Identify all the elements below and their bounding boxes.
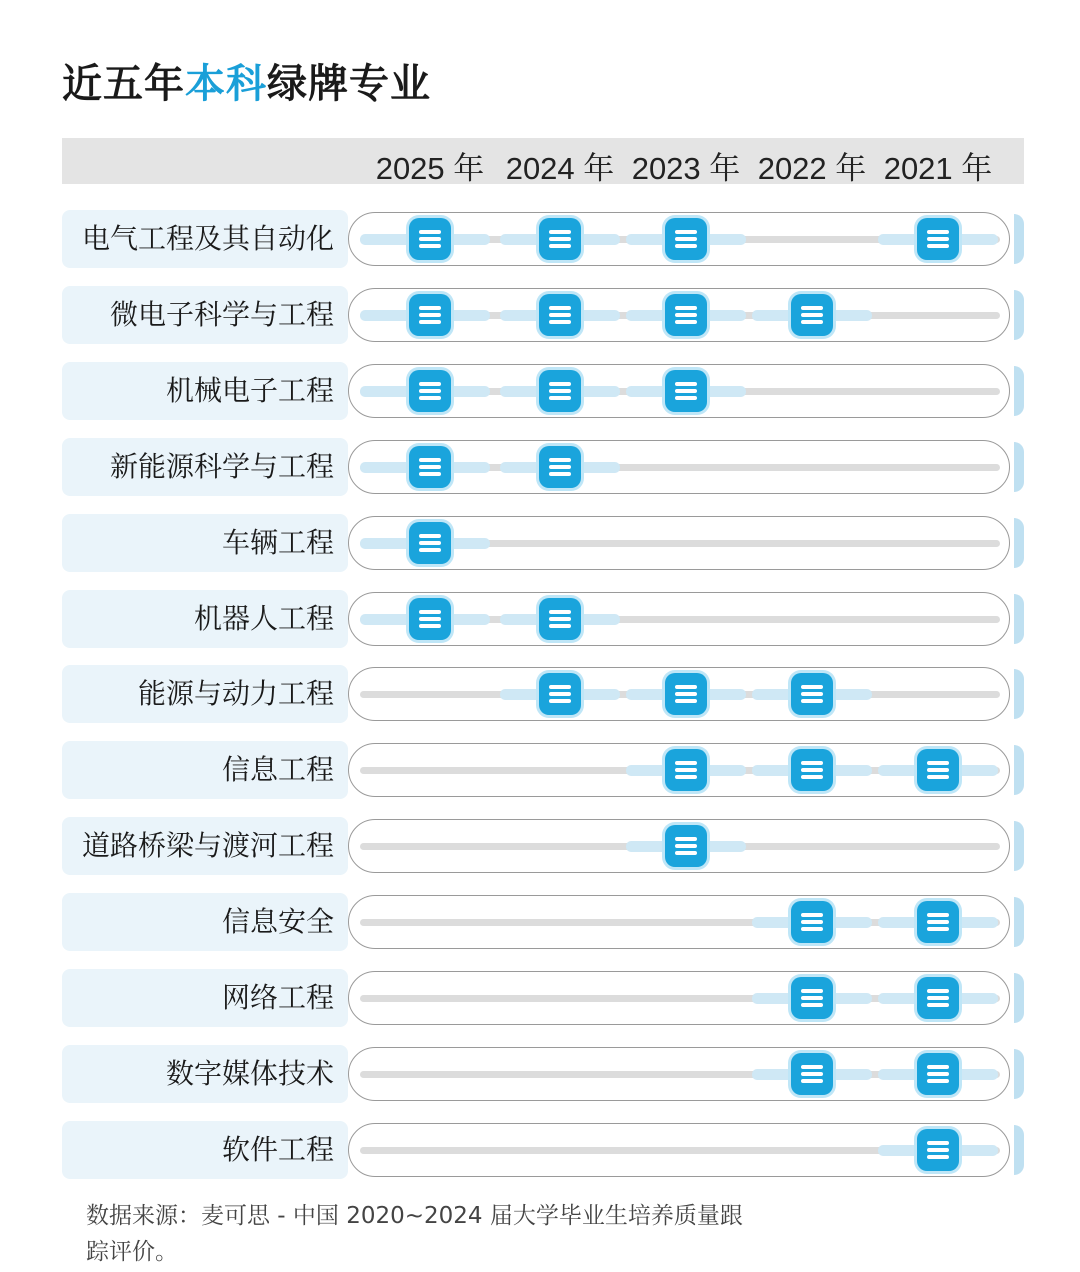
major-label: 机械电子工程 xyxy=(165,374,334,407)
pill-edge xyxy=(1014,897,1024,947)
list-icon xyxy=(539,294,581,336)
pill-edge xyxy=(1014,214,1024,264)
list-icon xyxy=(539,218,581,260)
pill-edge xyxy=(1014,594,1024,644)
year-header-4: 2021 年 xyxy=(883,151,993,186)
chart-title xyxy=(62,52,431,109)
list-icon xyxy=(665,370,707,412)
pill-edge xyxy=(1014,745,1024,795)
list-icon xyxy=(409,446,451,488)
table-row xyxy=(62,210,1024,268)
table-row xyxy=(62,1121,1024,1179)
major-label: 网络工程 xyxy=(221,981,334,1014)
pill-edge xyxy=(1014,821,1024,871)
major-label: 机器人工程 xyxy=(193,602,334,635)
list-icon xyxy=(791,294,833,336)
major-label: 信息安全 xyxy=(221,905,334,938)
list-icon xyxy=(409,522,451,564)
list-icon xyxy=(791,749,833,791)
list-icon xyxy=(917,1053,959,1095)
list-icon xyxy=(917,901,959,943)
list-icon xyxy=(917,977,959,1019)
table-row xyxy=(62,362,1024,420)
list-icon xyxy=(917,1129,959,1171)
table-row xyxy=(62,438,1024,496)
major-label: 电气工程及其自动化 xyxy=(81,222,334,255)
list-icon xyxy=(539,598,581,640)
list-icon xyxy=(409,218,451,260)
table-row xyxy=(62,514,1024,572)
list-icon xyxy=(791,1053,833,1095)
list-icon xyxy=(665,294,707,336)
pill-edge xyxy=(1014,366,1024,416)
list-icon xyxy=(409,598,451,640)
list-icon xyxy=(791,901,833,943)
major-label: 软件工程 xyxy=(221,1133,334,1166)
pill-edge xyxy=(1014,1125,1024,1175)
source-note: 数据来源：麦可思 - 中国 2020~2024 届大学毕业生培养质量跟踪评价。 xyxy=(86,1203,743,1265)
table-row xyxy=(62,1045,1024,1103)
pill-edge xyxy=(1014,1049,1024,1099)
table-row xyxy=(62,286,1024,344)
list-icon xyxy=(409,370,451,412)
list-icon xyxy=(409,294,451,336)
list-icon xyxy=(917,749,959,791)
table-row xyxy=(62,893,1024,951)
table-row xyxy=(62,969,1024,1027)
title-prefix: 近五年 xyxy=(62,61,185,107)
year-header-1: 2024 年 xyxy=(505,151,615,186)
major-label: 能源与动力工程 xyxy=(137,677,334,710)
pill-edge xyxy=(1014,518,1024,568)
list-icon xyxy=(791,673,833,715)
pill-edge xyxy=(1014,442,1024,492)
title-highlight: 本科 xyxy=(185,61,267,107)
pill-edge xyxy=(1014,973,1024,1023)
year-header-0: 2025 年 xyxy=(375,151,485,186)
table-row xyxy=(62,817,1024,875)
year-header-3: 2022 年 xyxy=(757,151,867,186)
pill-edge xyxy=(1014,290,1024,340)
major-label: 道路桥梁与渡河工程 xyxy=(81,829,334,862)
list-icon xyxy=(917,218,959,260)
major-label: 新能源科学与工程 xyxy=(109,450,334,483)
list-icon xyxy=(539,370,581,412)
list-icon xyxy=(665,218,707,260)
major-label: 微电子科学与工程 xyxy=(109,298,334,331)
title-suffix: 绿牌专业 xyxy=(267,61,431,107)
table-row xyxy=(62,741,1024,799)
pill-edge xyxy=(1014,669,1024,719)
list-icon xyxy=(539,446,581,488)
major-label: 车辆工程 xyxy=(221,526,334,559)
list-icon xyxy=(665,749,707,791)
list-icon xyxy=(539,673,581,715)
list-icon xyxy=(665,825,707,867)
year-header-2: 2023 年 xyxy=(631,151,741,186)
table-row xyxy=(62,665,1024,723)
table-row xyxy=(62,590,1024,648)
major-label: 信息工程 xyxy=(221,753,334,786)
list-icon xyxy=(665,673,707,715)
major-label: 数字媒体技术 xyxy=(165,1057,334,1090)
list-icon xyxy=(791,977,833,1019)
